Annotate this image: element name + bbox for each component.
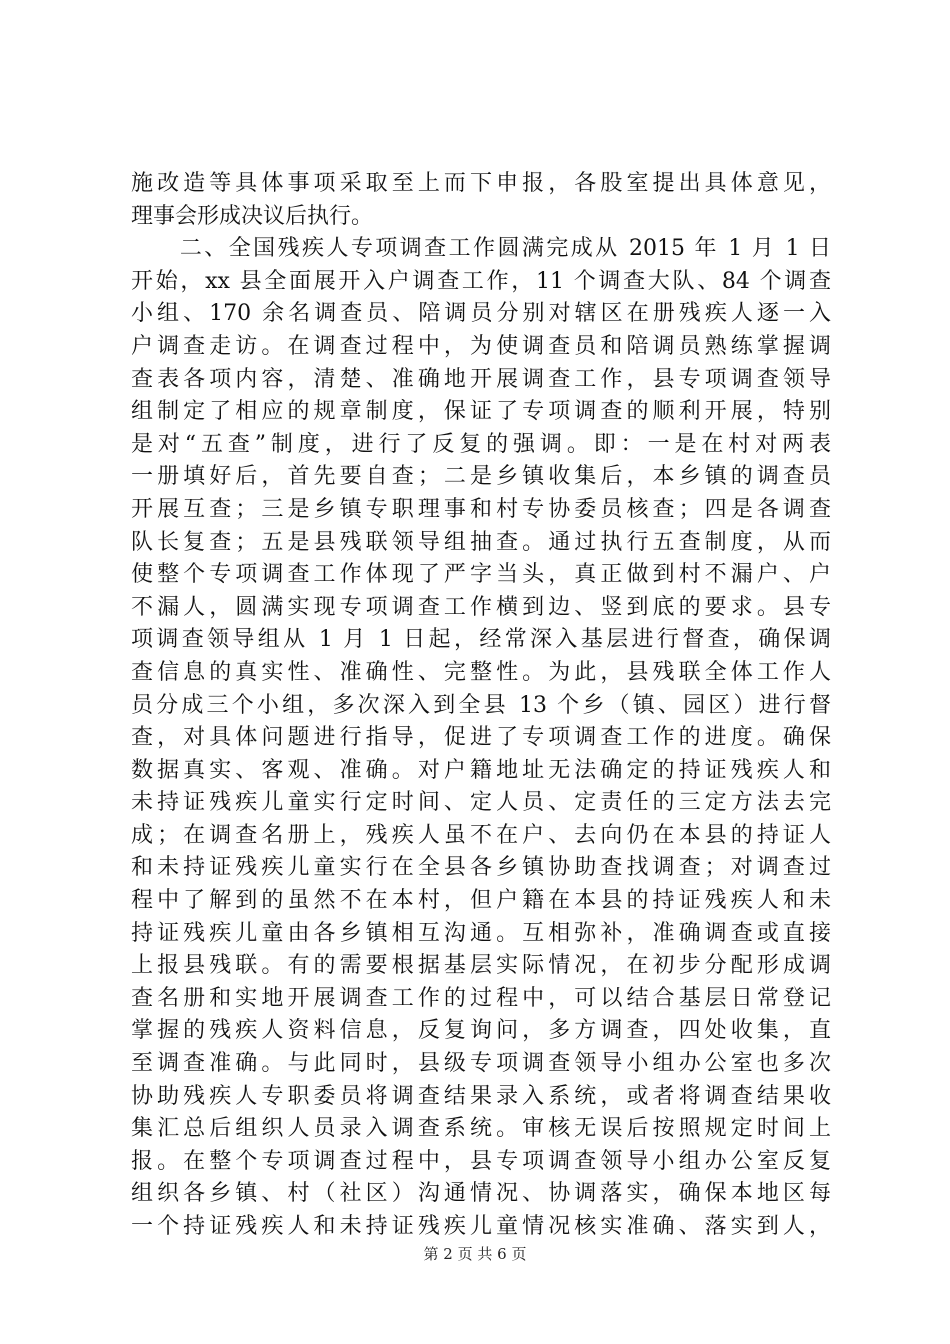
text-line: 协助残疾人专职委员将调查结果录入系统，或者将调查结果收 (131, 1083, 831, 1109)
text-line: 小组、170 余名调查员、陪调员分别对辖区在册残疾人逐一入 (131, 301, 831, 327)
text-line: 开始，xx 县全面展开入户调查工作，11 个调查大队、84 个调查 (131, 268, 831, 294)
text-line: 组织各乡镇、村（社区）沟通情况、协调落实，确保本地区每 (131, 1181, 831, 1207)
text-line: 开展互查；三是乡镇专职理事和村专协委员核查；四是各调查 (131, 496, 831, 522)
text-line: 户调查走访。在调查过程中，为使调查员和陪调员熟练掌握调 (131, 333, 831, 359)
text-line: 查信息的真实性、准确性、完整性。为此，县残联全体工作人 (131, 659, 831, 685)
text-line: 持证残疾儿童由各乡镇相互沟通。互相弥补，准确调查或直接 (131, 920, 831, 946)
text-line: 施改造等具体事项采取至上而下申报，各股室提出具体意见， (131, 171, 831, 196)
text-line: 队长复查；五是县残联领导组抽查。通过执行五查制度，从而 (131, 529, 831, 555)
body-text (131, 168, 831, 1244)
page-number: 第 2 页 共 6 页 (423, 1245, 527, 1263)
text-line: 员分成三个小组，多次深入到全县 13 个乡（镇、园区）进行督 (131, 692, 831, 718)
page-footer (0, 1244, 950, 1264)
text-line: 至调查准确。与此同时，县级专项调查领导小组办公室也多次 (131, 1051, 831, 1077)
text-line: 一个持证残疾人和未持证残疾儿童情况核实准确、落实到人， (131, 1214, 831, 1239)
text-line: 项调查领导组从 1 月 1 日起，经常深入基层进行督查，确保调 (131, 627, 831, 653)
text-line: 掌握的残疾人资料信息，反复询问，多方调查，四处收集，直 (131, 1018, 831, 1044)
text-line: 理事会形成决议后执行。 (131, 203, 374, 229)
text-line: 查表各项内容，清楚、准确地开展调查工作，县专项调查领导 (131, 366, 831, 392)
text-line: 程中了解到的虽然不在本村，但户籍在本县的持证残疾人和未 (131, 888, 831, 914)
text-line: 成；在调查名册上，残疾人虽不在户、去向仍在本县的持证人 (131, 822, 831, 848)
text-line: 上报县残联。有的需要根据基层实际情况，在初步分配形成调 (131, 953, 831, 979)
text-line: 和未持证残疾儿童实行在全县各乡镇协助查找调查；对调查过 (131, 855, 831, 881)
text-line: 一册填好后，首先要自查；二是乡镇收集后，本乡镇的调查员 (131, 464, 831, 490)
text-line: 查，对具体问题进行指导，促进了专项调查工作的进度。确保 (131, 725, 831, 751)
text-line: 是对“五查”制度，进行了反复的强调。即：一是在村对两表 (131, 431, 831, 457)
text-line: 不漏人，圆满实现专项调查工作横到边、竖到底的要求。县专 (131, 594, 831, 620)
text-line: 使整个专项调查工作体现了严字当头，真正做到村不漏户、户 (131, 562, 831, 588)
text-line: 未持证残疾儿童实行定时间、定人员、定责任的三定方法去完 (131, 790, 831, 816)
text-line: 集汇总后组织人员录入调查系统。审核无误后按照规定时间上 (131, 1116, 831, 1142)
text-line: 数据真实、客观、准确。对户籍地址无法确定的持证残疾人和 (131, 757, 831, 783)
text-line: 查名册和实地开展调查工作的过程中，可以结合基层日常登记 (131, 985, 831, 1011)
text-line: 二、全国残疾人专项调查工作圆满完成从 2015 年 1 月 1 日 (131, 236, 831, 262)
text-line: 组制定了相应的规章制度，保证了专项调查的顺利开展，特别 (131, 399, 831, 425)
text-line: 报。在整个专项调查过程中，县专项调查领导小组办公室反复 (131, 1148, 831, 1174)
